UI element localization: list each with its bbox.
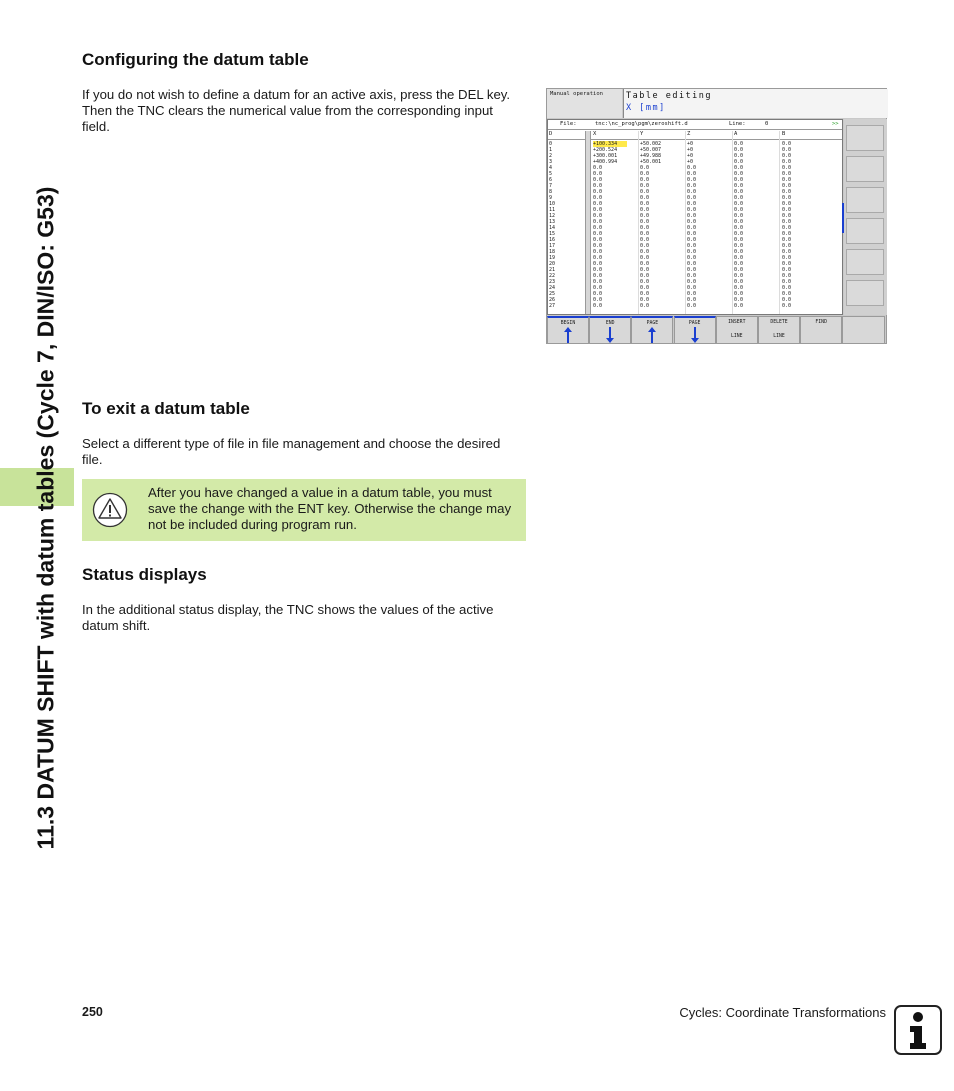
tnc-table-cell: 0.0	[687, 303, 697, 309]
tnc-table-row[interactable]	[548, 303, 842, 309]
tnc-table-cell: 0.0	[593, 201, 603, 207]
tnc-table-cell: 0.0	[640, 231, 650, 237]
tnc-table-cell: 0.0	[687, 225, 697, 231]
tnc-table-cell: 0.0	[593, 267, 603, 273]
tnc-table-cell: 14	[549, 225, 556, 231]
tnc-table-cell: 0.0	[782, 297, 792, 303]
tnc-table-cell: 0.0	[782, 183, 792, 189]
tnc-side-softkey[interactable]	[846, 218, 884, 244]
tnc-table-cell: +50.002	[640, 141, 662, 147]
info-icon	[894, 1005, 942, 1055]
tnc-table-cell: +0	[687, 159, 694, 165]
tnc-table-cell: 0.0	[782, 165, 792, 171]
tnc-table-cell: 0.0	[687, 237, 697, 243]
chapter-title-text: 11.3 DATUM SHIFT with datum tables (Cycle 7, DIN/ISO: G53)	[32, 186, 59, 850]
tnc-table-cell: +100.334	[593, 141, 627, 147]
tnc-table-cell: 0.0	[734, 219, 744, 225]
tnc-table-cell: 0.0	[687, 213, 697, 219]
tnc-table-cell: 0.0	[782, 159, 792, 165]
tnc-table-cell: 0.0	[734, 213, 744, 219]
tnc-mode-label: Manual operation	[547, 89, 622, 118]
tnc-table-cell: 0.0	[593, 219, 603, 225]
tnc-table-cell: 0.0	[734, 261, 744, 267]
tnc-table-cell: 0.0	[640, 219, 650, 225]
tnc-table-cell: 0.0	[782, 189, 792, 195]
tnc-table-cell: 26	[549, 297, 556, 303]
tnc-table-cell: 0.0	[687, 297, 697, 303]
tnc-table-cell: 0.0	[640, 207, 650, 213]
arrow-down-icon	[606, 327, 614, 343]
tnc-active-marker	[842, 203, 844, 233]
tnc-table-cell: 0.0	[734, 165, 744, 171]
section-paragraph-configuring: If you do not wish to define a datum for an active axis, press the DEL key. Then the TNC clears the numerical value from the corresponding input field.	[82, 87, 511, 134]
tnc-table-cell: 0.0	[734, 225, 744, 231]
tnc-table-cell: 0.0	[687, 195, 697, 201]
tnc-table-cell: 0.0	[734, 249, 744, 255]
tnc-table-cell: 0.0	[687, 261, 697, 267]
tnc-table-cell: 0.0	[687, 273, 697, 279]
tnc-table-cell: 0.0	[687, 243, 697, 249]
tnc-table-cell: 0.0	[593, 165, 603, 171]
tnc-table-cell: 0.0	[687, 219, 697, 225]
tnc-table-cell: 0.0	[687, 231, 697, 237]
tnc-table-cell: 0.0	[734, 201, 744, 207]
tnc-table-cell: 0.0	[640, 261, 650, 267]
tnc-table-cell: 0.0	[687, 201, 697, 207]
tnc-title-box	[623, 89, 888, 118]
tnc-table-cell: 0.0	[782, 153, 792, 159]
arrow-down-icon	[691, 327, 699, 343]
tnc-table-cell: 0.0	[593, 285, 603, 291]
tnc-side-softkeys	[844, 119, 887, 315]
tnc-table-cell: 0.0	[640, 213, 650, 219]
tnc-softkey[interactable]	[547, 316, 589, 344]
tnc-softkey-label: FIND	[815, 320, 827, 325]
tnc-table-cell: 0.0	[687, 171, 697, 177]
warning-note	[82, 479, 526, 541]
tnc-table-cell: 0.0	[782, 261, 792, 267]
tnc-table-cell: 0.0	[782, 237, 792, 243]
tnc-table-cell: 0.0	[734, 171, 744, 177]
tnc-table-cell: 0.0	[640, 195, 650, 201]
section-heading-exit: To exit a datum table	[82, 399, 250, 418]
tnc-table-cell: 0.0	[782, 207, 792, 213]
tnc-table-cell: 4	[549, 165, 553, 171]
tnc-table-cell: 0.0	[782, 195, 792, 201]
tnc-table-cell: 0.0	[687, 183, 697, 189]
tnc-table-cell: +0	[687, 153, 694, 159]
tnc-table-cell: 0.0	[734, 285, 744, 291]
warning-icon	[92, 492, 128, 528]
tnc-table-cell: 0.0	[640, 291, 650, 297]
tnc-col-x: X	[593, 131, 597, 137]
tnc-softkey-label: PAGE	[688, 321, 701, 326]
tnc-arrows: >>	[832, 121, 839, 127]
tnc-table-cell: 0.0	[782, 255, 792, 261]
tnc-table-cell: 0.0	[734, 177, 744, 183]
tnc-col-z: Z	[687, 131, 691, 137]
tnc-table-cell: 0.0	[640, 267, 650, 273]
tnc-table-cell: 0.0	[640, 255, 650, 261]
tnc-table-cell: 22	[549, 273, 556, 279]
tnc-side-softkey[interactable]	[846, 156, 884, 182]
tnc-subtitle: X [mm]	[626, 103, 666, 113]
tnc-table-cell: 0.0	[734, 183, 744, 189]
tnc-table-cell: 0.0	[593, 291, 603, 297]
tnc-softkey-label: INSERT	[728, 320, 746, 325]
tnc-table-cell: 0.0	[687, 189, 697, 195]
section-paragraph-exit: Select a different type of file in file management and choose the desired file.	[82, 436, 501, 467]
tnc-table-cell: 0.0	[593, 171, 603, 177]
tnc-softkey-label: PAGE	[646, 321, 659, 326]
tnc-table-cell: 18	[549, 249, 556, 255]
tnc-table-cell: 0.0	[687, 255, 697, 261]
tnc-table-cell: 0.0	[782, 219, 792, 225]
tnc-table-cell: 0.0	[593, 195, 603, 201]
tnc-table-cell: 0.0	[593, 237, 603, 243]
footer-chapter: Cycles: Coordinate Transformations	[679, 1005, 886, 1020]
tnc-side-softkey[interactable]	[846, 280, 884, 306]
tnc-table-cell: 0.0	[640, 225, 650, 231]
tnc-table-cell: 0	[549, 141, 553, 147]
tnc-table-cell: 0.0	[687, 267, 697, 273]
arrow-up-icon	[648, 327, 656, 343]
tnc-table-cell: 23	[549, 279, 556, 285]
tnc-table-cell: 0.0	[640, 177, 650, 183]
tnc-table-cell: 0.0	[734, 147, 744, 153]
tnc-table-cell: 0.0	[734, 153, 744, 159]
tnc-table-cell: 0.0	[593, 297, 603, 303]
tnc-table-cell: 0.0	[734, 237, 744, 243]
tnc-table-cell: 0.0	[640, 273, 650, 279]
tnc-table-cell: 0.0	[687, 285, 697, 291]
tnc-table-cell: 10	[549, 201, 556, 207]
tnc-table-cell: 0.0	[640, 183, 650, 189]
tnc-table-cell: 0.0	[593, 303, 603, 309]
tnc-table-cell: 0.0	[734, 273, 744, 279]
tnc-table-cell: 0.0	[734, 243, 744, 249]
tnc-table-cell: 0.0	[593, 225, 603, 231]
tnc-table-cell: 9	[549, 195, 553, 201]
tnc-col-b: B	[782, 131, 786, 137]
tnc-table-cell: 0.0	[593, 183, 603, 189]
tnc-softkey-bar	[547, 316, 887, 344]
tnc-table-cell: 0.0	[593, 243, 603, 249]
tnc-file-label: File:	[560, 121, 577, 127]
tnc-table-cell: 0.0	[782, 303, 792, 309]
tnc-table-cell: 0.0	[782, 279, 792, 285]
tnc-table-cell: 0.0	[593, 255, 603, 261]
tnc-table-cell: +50.001	[640, 159, 662, 165]
tnc-table-cell: 0.0	[640, 279, 650, 285]
tnc-table-cell: 0.0	[782, 249, 792, 255]
tnc-screenshot	[546, 88, 887, 344]
tnc-table-cell: 2	[549, 153, 553, 159]
tnc-table-cell: 0.0	[640, 237, 650, 243]
tnc-table-cell: 0.0	[782, 285, 792, 291]
tnc-table-cell: 5	[549, 171, 553, 177]
tnc-table-cell: 16	[549, 237, 556, 243]
tnc-table-cell: 0.0	[782, 243, 792, 249]
tnc-table-cell: 24	[549, 285, 556, 291]
tnc-table-cell: 7	[549, 183, 553, 189]
tnc-table-cell: 0.0	[734, 303, 744, 309]
tnc-side-softkey[interactable]	[846, 187, 884, 213]
section-paragraph-status: In the additional status display, the TNC shows the values of the active datum shift.	[82, 602, 494, 633]
tnc-table-cell: 0.0	[782, 225, 792, 231]
tnc-table-cell: 20	[549, 261, 556, 267]
warning-note-text: After you have changed a value in a datum table, you must save the change with the ENT key. Otherwise the change may not be included during program run.	[148, 485, 512, 532]
tnc-table-cell: 0.0	[734, 297, 744, 303]
tnc-line-value: 0	[765, 121, 769, 127]
tnc-table-cell: 0.0	[734, 267, 744, 273]
tnc-table-cell: 0.0	[782, 147, 792, 153]
tnc-table-cell: 0.0	[782, 171, 792, 177]
tnc-table-cell: +49.988	[640, 153, 662, 159]
tnc-softkey[interactable]	[716, 316, 758, 344]
tnc-softkey-label: DELETE	[770, 320, 788, 325]
tnc-side-softkey[interactable]	[846, 125, 884, 151]
tnc-table-cell: 11	[549, 207, 556, 213]
tnc-softkey[interactable]	[842, 316, 885, 344]
tnc-table-cell: 0.0	[687, 291, 697, 297]
tnc-table-cell: +0	[687, 141, 694, 147]
tnc-table-cell: 0.0	[734, 207, 744, 213]
tnc-table-cell: 0.0	[687, 279, 697, 285]
tnc-table-cell: 0.0	[640, 297, 650, 303]
tnc-table-cell: 0.0	[593, 261, 603, 267]
tnc-table-cell: 0.0	[687, 177, 697, 183]
tnc-table-cell: 0.0	[782, 267, 792, 273]
tnc-table-cell: 0.0	[687, 207, 697, 213]
tnc-table-cell: 0.0	[640, 285, 650, 291]
tnc-table-cell: 0.0	[593, 189, 603, 195]
tnc-table-cell: 13	[549, 219, 556, 225]
tnc-table-cell: 0.0	[593, 279, 603, 285]
tnc-table-cell: 17	[549, 243, 556, 249]
tnc-table-cell: 0.0	[687, 165, 697, 171]
tnc-table-cell: 0.0	[734, 255, 744, 261]
tnc-table-cell: 0.0	[734, 231, 744, 237]
page-number: 250	[82, 1005, 103, 1019]
tnc-table-cell: 0.0	[593, 249, 603, 255]
tnc-softkey[interactable]	[800, 316, 842, 344]
tnc-table-cell: 0.0	[734, 279, 744, 285]
tnc-file-path: tnc:\nc_prog\pgm\zeroshift.d	[595, 121, 688, 127]
arrow-up-icon	[564, 327, 572, 343]
tnc-softkey-label: LINE	[731, 334, 743, 339]
tnc-table-area	[547, 119, 843, 315]
tnc-table-cell: 0.0	[640, 303, 650, 309]
tnc-table-cell: 0.0	[593, 273, 603, 279]
tnc-table-cell: 27	[549, 303, 556, 309]
tnc-table-cell: 0.0	[734, 159, 744, 165]
tnc-table-cell: 0.0	[687, 249, 697, 255]
tnc-col-y: Y	[640, 131, 644, 137]
tnc-table-cell: 0.0	[593, 177, 603, 183]
tnc-table-cell: 0.0	[640, 171, 650, 177]
tnc-table-cell: 0.0	[734, 195, 744, 201]
tnc-table-cell: 19	[549, 255, 556, 261]
tnc-col-a: A	[734, 131, 738, 137]
tnc-table-cell: 6	[549, 177, 553, 183]
tnc-table-cell: 21	[549, 267, 556, 273]
tnc-table-cell: +400.994	[593, 159, 618, 165]
tnc-softkey[interactable]	[758, 316, 800, 344]
tnc-softkey[interactable]	[589, 316, 631, 344]
section-heading-status: Status displays	[82, 565, 207, 584]
tnc-table-cell: +0	[687, 147, 694, 153]
tnc-table-cell: 0.0	[640, 249, 650, 255]
tnc-softkey[interactable]	[674, 316, 716, 344]
tnc-table-cell: 12	[549, 213, 556, 219]
tnc-side-softkey[interactable]	[846, 249, 884, 275]
tnc-table-cell: +300.001	[593, 153, 618, 159]
tnc-table-cell: 8	[549, 189, 553, 195]
tnc-title: Table editing	[626, 91, 713, 101]
tnc-table-cell: 0.0	[734, 291, 744, 297]
section-heading-configuring: Configuring the datum table	[82, 50, 309, 69]
tnc-table-cell: 0.0	[782, 141, 792, 147]
tnc-col-d: D	[549, 131, 553, 137]
tnc-table-cell: 0.0	[782, 177, 792, 183]
tnc-table-cell: 1	[549, 147, 553, 153]
tnc-table-cell: 0.0	[782, 231, 792, 237]
tnc-file-bar	[548, 120, 842, 130]
tnc-softkey-label: BEGIN	[560, 321, 576, 326]
tnc-table-header	[548, 131, 842, 140]
tnc-table-cell: 0.0	[782, 201, 792, 207]
tnc-table-cell: 25	[549, 291, 556, 297]
tnc-table-cell: 0.0	[782, 273, 792, 279]
tnc-table-cell: 0.0	[734, 189, 744, 195]
tnc-table-cell: 0.0	[782, 213, 792, 219]
tnc-table-cell: 0.0	[593, 213, 603, 219]
tnc-table-rows	[548, 141, 842, 309]
tnc-softkey[interactable]	[631, 316, 673, 344]
tnc-table-cell: 15	[549, 231, 556, 237]
tnc-table-cell: 0.0	[593, 231, 603, 237]
tnc-line-label: Line:	[729, 121, 746, 127]
tnc-table-cell: +50.007	[640, 147, 662, 153]
tnc-table-cell: 3	[549, 159, 553, 165]
tnc-table-cell: 0.0	[640, 201, 650, 207]
tnc-table-cell: 0.0	[593, 207, 603, 213]
tnc-table-cell: 0.0	[734, 141, 744, 147]
tnc-table-cell: 0.0	[640, 243, 650, 249]
tnc-softkey-label: END	[605, 321, 615, 326]
tnc-table-cell: +200.524	[593, 147, 618, 153]
tnc-softkey-label: LINE	[773, 334, 785, 339]
tnc-table-cell: 0.0	[640, 165, 650, 171]
tnc-table-cell: 0.0	[640, 189, 650, 195]
tnc-table-cell: 0.0	[782, 291, 792, 297]
